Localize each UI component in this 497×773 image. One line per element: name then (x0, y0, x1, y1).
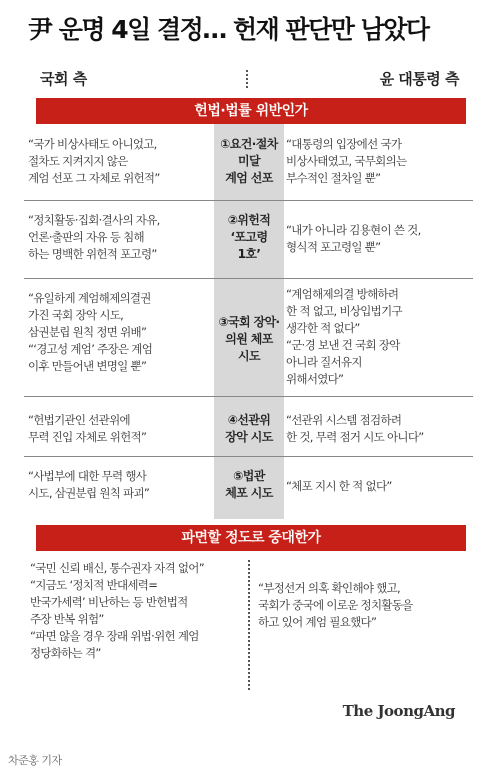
bottom-left-statements (30, 560, 248, 662)
left-line: “지금도 ‘정치적 반대세력= (30, 578, 158, 592)
issue-line: ‘포고령 (230, 230, 268, 244)
left-line: 정당화하는 격” (30, 646, 101, 660)
right-statement-1 (286, 136, 466, 187)
right-line: 국회가 중국에 이로운 정치활동을 (258, 598, 413, 612)
issue-label-4 (214, 412, 284, 446)
left-line: “사법부에 대한 무력 행사 (28, 469, 147, 483)
issue-line: 장악 시도 (225, 430, 273, 444)
right-line: “계엄해제의결 방해하려 (286, 287, 399, 301)
row-divider (24, 396, 473, 397)
left-line: “국가 비상사태도 아니었고, (28, 137, 157, 151)
row-divider (24, 200, 473, 201)
issue-line: ④선관위 (227, 413, 271, 427)
issue-line: ②위헌적 (227, 213, 271, 227)
section-banner-severity: 파면할 정도로 중대한가 (36, 525, 466, 551)
right-line: 부수적인 절차일 뿐” (286, 171, 381, 185)
right-line: 비상사태였고, 국무회의는 (286, 154, 407, 168)
side-label-national-assembly: 국회 측 (40, 70, 87, 88)
infographic-card (10, 0, 487, 733)
right-statement-5 (286, 478, 466, 495)
left-line: 주장 반복 위험” (30, 612, 104, 626)
issue-line: 계엄 선포 (225, 171, 273, 185)
left-line: “헌법기관인 선관위에 (28, 413, 130, 427)
bottom-divider (248, 560, 250, 690)
left-statement-4 (28, 412, 208, 446)
row-divider (24, 278, 473, 279)
section-banner-violation: 헌법·법률 위반인가 (36, 98, 466, 124)
right-line: “체포 지시 한 적 없다” (286, 479, 392, 493)
right-line: “군·경 보낸 건 국회 장악 (286, 338, 400, 352)
issue-line: 미달 (238, 154, 260, 168)
right-line: “대통령의 입장에선 국가 (286, 137, 402, 151)
reporter-credit: 차준홍 기자 (8, 754, 62, 767)
right-statement-2 (286, 222, 466, 256)
page-title: 尹 운명 4일 결정… 헌재 판단만 남았다 (28, 15, 429, 44)
left-line: 시도, 삼권분립 원칙 파괴” (28, 486, 150, 500)
right-line: “부정선거 의혹 확인해야 했고, (258, 581, 400, 595)
issue-label-1 (214, 136, 284, 187)
left-line: “파면 않을 경우 장래 위법·위헌 계엄 (30, 629, 199, 643)
left-line: 삼권분립 원칙 정면 위배” (28, 325, 147, 339)
left-statement-2 (28, 212, 208, 263)
right-line: 아니라 질서유지 (286, 355, 362, 369)
issue-line: 시도 (238, 349, 260, 363)
left-line: “유일하게 계엄해제의결권 (28, 291, 151, 305)
left-line: 절차도 지켜지지 않은 (28, 154, 128, 168)
issue-line: 체포 시도 (225, 486, 273, 500)
left-line: 언론·출판의 자유 등 침해 (28, 230, 144, 244)
left-line: “국민 신뢰 배신, 통수권자 자격 없어” (30, 561, 204, 575)
issue-line: 의원 체포 (225, 332, 273, 346)
left-statement-1 (28, 136, 208, 187)
left-statement-5 (28, 468, 208, 502)
issue-label-5 (214, 468, 284, 502)
left-line: 하는 명백한 위헌적 포고령” (28, 247, 157, 261)
right-line: “내가 아니라 김용현이 쓴 것, (286, 223, 421, 237)
issue-line: ①요건·절차 (220, 137, 278, 151)
right-line: “선관위 시스템 점검하려 (286, 413, 402, 427)
issue-line: ③국회 장악· (218, 315, 280, 329)
left-line: 무력 진입 자체로 위헌적” (28, 430, 147, 444)
left-line: 이후 만들어낸 변명일 뿐” (28, 359, 147, 373)
bottom-right-statements (258, 580, 468, 631)
right-line: 한 것, 무력 점거 시도 아니다” (286, 430, 424, 444)
right-line: 위해서였다” (286, 372, 344, 386)
right-line: 한 적 없고, 비상입법기구 (286, 304, 402, 318)
left-line: 반국가세력’ 비난하는 등 반헌법적 (30, 595, 188, 609)
side-divider (246, 70, 248, 88)
left-line: 계엄 선포 그 자체로 위헌적” (28, 171, 160, 185)
publisher-logo: The JoongAng (342, 702, 455, 720)
issue-line: 1호’ (237, 247, 261, 261)
right-statement-4 (286, 412, 466, 446)
row-divider (24, 456, 473, 457)
left-line: 가진 국회 장악 시도, (28, 308, 124, 322)
issue-label-3 (214, 314, 284, 365)
right-statement-3 (286, 286, 466, 388)
left-statement-3 (28, 290, 208, 375)
issue-label-2 (214, 212, 284, 263)
right-line: 하고 있어 계엄 필요했다” (258, 615, 377, 629)
sides-header (10, 68, 487, 90)
left-line: “정치활동·집회·결사의 자유, (28, 213, 160, 227)
issue-line: ⑤법관 (233, 469, 265, 483)
side-label-president: 윤 대통령 측 (379, 70, 459, 88)
right-line: 생각한 적 없다” (286, 321, 360, 335)
left-line: “‘경고성 계엄’ 주장은 계엄 (28, 342, 153, 356)
right-line: 형식적 포고령일 뿐” (286, 240, 381, 254)
